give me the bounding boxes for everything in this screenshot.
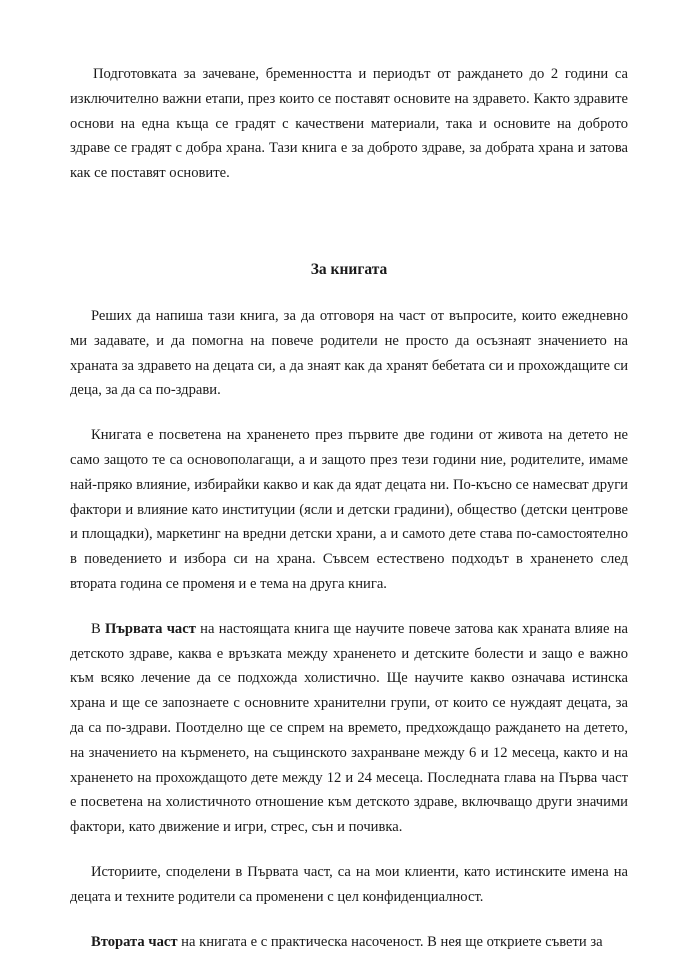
paragraph-5-rest: на книгата е с практическа насоченост. В нея ще откриете съвети за xyxy=(177,933,603,950)
part-one-bold: Първата част xyxy=(105,620,196,637)
paragraph-4: Историите, споделени в Първата част, са на мои клиенти, като истинските имена на децата и техните родители са променени с цел конфиденциалност. xyxy=(70,863,628,905)
paragraph-3 xyxy=(70,617,628,840)
paragraph-2: Книгата е посветена на храненето през първите две години от живота на детето не само защото те са основополагащи, а и защото през тези години ние, родителите, имаме най-пряко влияние, избирайки какво и как да ядат децата ни. По-късно се намесват други фактори и влияние като институции (ясли и детски градини), общество (детски центрове и площадки), маркетинг на вредни детски храни, а и самото дете става по-самостоятелно в поведението и избора си на храна. Съвсем естествено подходът в храненето след втората година се променя и е тема на друга книга. xyxy=(70,427,628,592)
section-heading: За книгата xyxy=(310,260,388,278)
paragraph-5 xyxy=(70,930,628,954)
paragraph-1: Реших да напиша тази книга, за да отговоря на част от въпросите, които ежедневно ми задавате, и да помогна на повече родители не просто да осъзнаят значението на храната за здравето на децата си, а да знаят как да хранят бебетата си и прохождащите си деца, за да са по-здрави. xyxy=(70,307,628,399)
paragraph-3-start: В xyxy=(91,620,106,637)
part-two-bold: Втората част xyxy=(91,933,178,950)
intro-paragraph: Подготовката за зачеване, бременността и периодът от раждането до 2 години са изключително важни етапи, през които се поставят основите на здравето. Както здравите основи на една къща се градят с качествени материали, така и основите на доброто здраве се градят с добра храна. Тази книга е за доброто здраве, за добрата храна и затова как се поставят основите. xyxy=(70,66,628,182)
paragraph-3-rest: на настоящата книга ще научите повече затова как храната влияе на детското здраве, каква е връзката между храненето и детските болести и защо е важно към всяко лечение да се подхожда холистично. Ще научите какво означава истинска храна и ще се запознаете с основните хранителни групи, от които се нуждаят децата, за да са по-здрави. Поотделно ще се спрем на времето, предхождащо раждането на детето, на значението на кърменето, на същинското захранване между 6 и 12 месеца, както и на храненето на прохождащото дете между 12 и 24 месеца. Последната глава на Първа част е посветена на холистичното отношение към детското здраве, включващо други значими фактори, като движение и игри, стрес, сън и почивка. xyxy=(70,620,629,836)
